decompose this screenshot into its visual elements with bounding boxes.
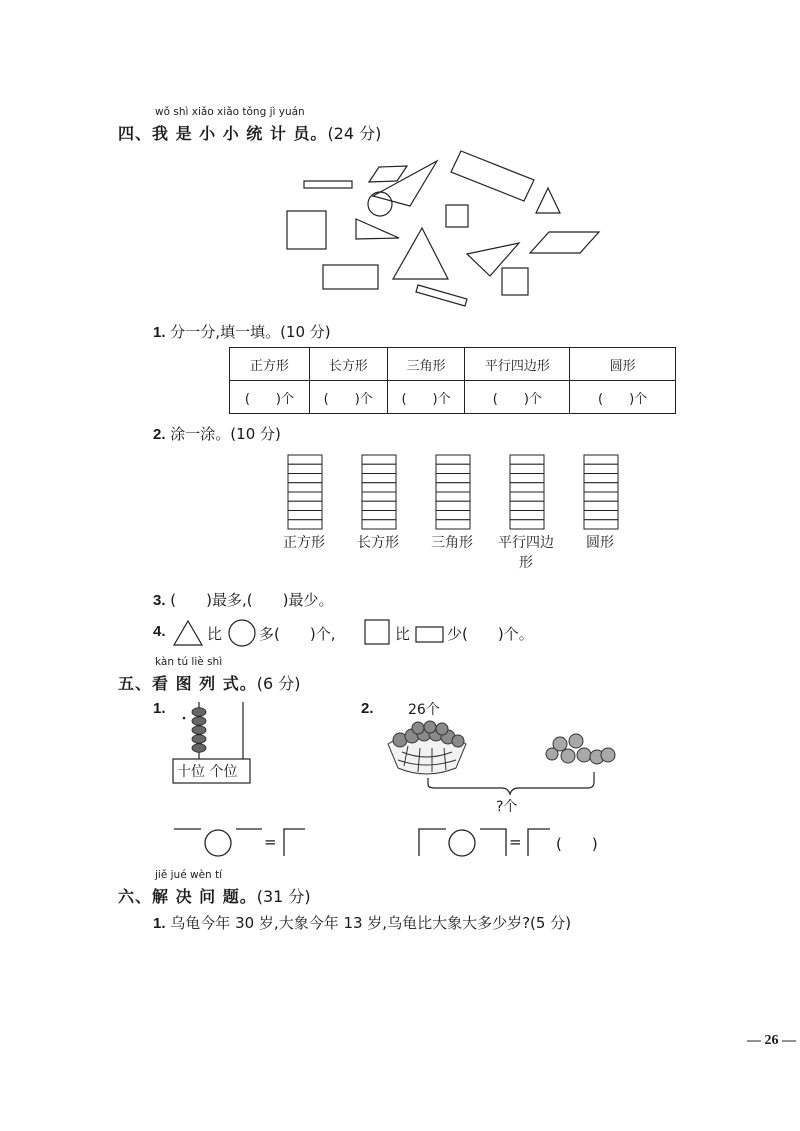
- bar-label: 圆形: [586, 535, 614, 551]
- section5-points: (6 分): [256, 674, 301, 693]
- question-text: 分一分,填一填。(10 分): [170, 323, 331, 341]
- unknown-count-label: ?个: [496, 799, 518, 815]
- table-header-cell: 长方形: [309, 348, 387, 381]
- q4-text-fewer: 少( )个。: [447, 625, 534, 643]
- question-number: 4.: [153, 623, 166, 640]
- operator-circle[interactable]: [205, 830, 231, 856]
- page-number: — 26 —: [747, 1033, 796, 1048]
- section6-points: (31 分): [256, 887, 311, 906]
- question-number: 3.: [153, 592, 166, 609]
- equals-sign: =: [509, 833, 522, 851]
- blank-bracket-result[interactable]: [284, 829, 305, 856]
- q4-text-more: 多( )个,: [259, 625, 336, 643]
- question-number: 1.: [153, 324, 166, 341]
- blank-bracket-2[interactable]: [480, 829, 506, 856]
- equals-sign: =: [264, 833, 277, 851]
- bar-label: 正方形: [283, 535, 325, 551]
- section5-pinyin: kàn tú liè shì: [155, 656, 223, 668]
- operator-circle[interactable]: [449, 830, 475, 856]
- bar-label: 三角形: [431, 535, 473, 551]
- abacus-label: 十位 个位: [177, 764, 238, 780]
- bar-label: 平行四边形: [498, 535, 554, 571]
- section6-title-text: 六、解 决 问 题。: [118, 887, 257, 906]
- section6-title: [118, 884, 311, 907]
- blank-bracket-1[interactable]: [419, 829, 446, 856]
- unit-blank[interactable]: ( ): [556, 835, 598, 853]
- answer-blank-cell[interactable]: ( )个: [230, 381, 310, 414]
- problem-number: 2.: [361, 700, 374, 717]
- table-header-cell: 三角形: [387, 348, 465, 381]
- section4-pinyin: wǒ shì xiǎo xiǎo tǒng jì yuán: [155, 106, 305, 118]
- blank-bracket-result[interactable]: [528, 829, 550, 856]
- section4-points: (24 分): [327, 124, 382, 143]
- question-number: 1.: [153, 915, 166, 932]
- q4-text-than: 比: [207, 625, 223, 643]
- question-text: ( )最多,( )最少。: [170, 591, 334, 609]
- problem-number: 1.: [153, 700, 166, 717]
- bar-label: 长方形: [357, 535, 399, 551]
- answer-blank-cell[interactable]: ( )个: [387, 381, 465, 414]
- answer-blank-cell[interactable]: ( )个: [309, 381, 387, 414]
- table-header-cell: 平行四边形: [465, 348, 570, 381]
- section6-pinyin: jiě jué wèn tí: [155, 869, 223, 881]
- table-header-cell: 正方形: [230, 348, 310, 381]
- question-6-1: [153, 912, 571, 933]
- q4-text-than: 比: [395, 625, 411, 643]
- apple-count-label: 26个: [408, 702, 440, 718]
- table-header-cell: 圆形: [570, 348, 676, 381]
- question-number: 2.: [153, 426, 166, 443]
- section5-title-text: 五、看 图 列 式。: [118, 674, 257, 693]
- section4-title-text: 四、我 是 小 小 统 计 员。: [118, 124, 328, 143]
- question-text: 乌龟今年 30 岁,大象今年 13 岁,乌龟比大象大多少岁?(5 分): [170, 914, 572, 932]
- answer-blank-cell[interactable]: ( )个: [570, 381, 676, 414]
- question-text: 涂一涂。(10 分): [170, 425, 281, 443]
- answer-blank-cell[interactable]: ( )个: [465, 381, 570, 414]
